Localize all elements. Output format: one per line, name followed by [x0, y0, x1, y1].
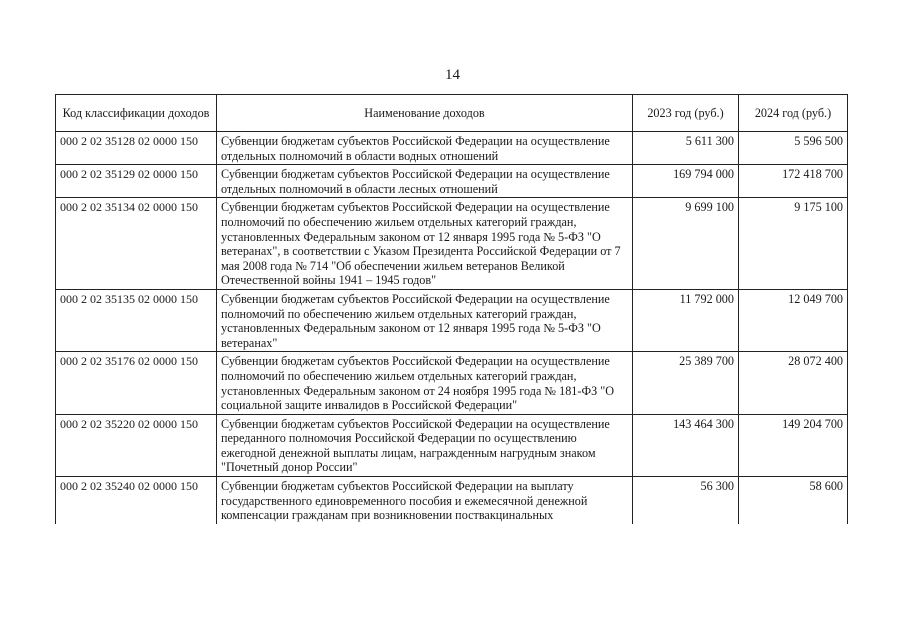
cell-name: Субвенции бюджетам субъектов Российской Федерации на осуществление переданного полномочия Российской Федерации по осуществлению ежегодной денежной выплаты лицам, награжденным нагрудным знаком "Почетный донор России": [217, 414, 633, 476]
cell-name: Субвенции бюджетам субъектов Российской Федерации на выплату государственного единовременного пособия и ежемесячной денежной компенсации гражданам при возникновении поствакцинальных: [217, 477, 633, 524]
table-row: [56, 352, 848, 414]
cell-code: 000 2 02 35134 02 0000 150: [56, 198, 217, 290]
cell-2023: 143 464 300: [633, 414, 739, 476]
cell-name: Субвенции бюджетам субъектов Российской Федерации на осуществление полномочий по обеспечению жильем отдельных категорий граждан, установленных Федеральным законом от 24 ноября 1995 года № 181-ФЗ "О социальной защите инвалидов в Российской Федерации": [217, 352, 633, 414]
cell-2024: 9 175 100: [739, 198, 848, 290]
table-row: [56, 165, 848, 198]
header-name: Наименование доходов: [217, 95, 633, 132]
cell-name: Субвенции бюджетам субъектов Российской Федерации на осуществление отдельных полномочий в области лесных отношений: [217, 165, 633, 198]
header-code: Код классификации доходов: [56, 95, 217, 132]
cell-code: 000 2 02 35240 02 0000 150: [56, 477, 217, 524]
table-row: [56, 477, 848, 524]
header-2023: 2023 год (руб.): [633, 95, 739, 132]
page-number: 14: [445, 67, 460, 83]
table-row: [56, 132, 848, 165]
cell-name: Субвенции бюджетам субъектов Российской Федерации на осуществление полномочий по обеспечению жильем отдельных категорий граждан, установленных Федеральным законом от 12 января 1995 года № 5-ФЗ "О ветеранах": [217, 289, 633, 351]
cell-code: 000 2 02 35135 02 0000 150: [56, 289, 217, 351]
revenue-table: [55, 94, 848, 524]
cell-code: 000 2 02 35128 02 0000 150: [56, 132, 217, 165]
cell-2024: 58 600: [739, 477, 848, 524]
cell-2024: 172 418 700: [739, 165, 848, 198]
table-row: [56, 289, 848, 351]
cell-2023: 25 389 700: [633, 352, 739, 414]
cell-2024: 12 049 700: [739, 289, 848, 351]
cell-2024: 5 596 500: [739, 132, 848, 165]
cell-code: 000 2 02 35176 02 0000 150: [56, 352, 217, 414]
table-header-row: [56, 95, 848, 132]
cell-code: 000 2 02 35220 02 0000 150: [56, 414, 217, 476]
cell-name: Субвенции бюджетам субъектов Российской Федерации на осуществление полномочий по обеспечению жильем отдельных категорий граждан, установленных Федеральным законом от 12 января 1995 года № 5-ФЗ "О ветеранах", в соответствии с Указом Президента Российской Федерации от 7 мая 2008 года № 714 "Об обеспечении жильем ветеранов Великой Отечественной войны 1941 – 1945 годов": [217, 198, 633, 290]
cell-2023: 9 699 100: [633, 198, 739, 290]
cell-2024: 149 204 700: [739, 414, 848, 476]
cell-2024: 28 072 400: [739, 352, 848, 414]
table-row: [56, 414, 848, 476]
cell-code: 000 2 02 35129 02 0000 150: [56, 165, 217, 198]
cell-2023: 11 792 000: [633, 289, 739, 351]
table-row: [56, 198, 848, 290]
header-2024: 2024 год (руб.): [739, 95, 848, 132]
cell-2023: 169 794 000: [633, 165, 739, 198]
cell-2023: 56 300: [633, 477, 739, 524]
cell-2023: 5 611 300: [633, 132, 739, 165]
cell-name: Субвенции бюджетам субъектов Российской Федерации на осуществление отдельных полномочий в области водных отношений: [217, 132, 633, 165]
